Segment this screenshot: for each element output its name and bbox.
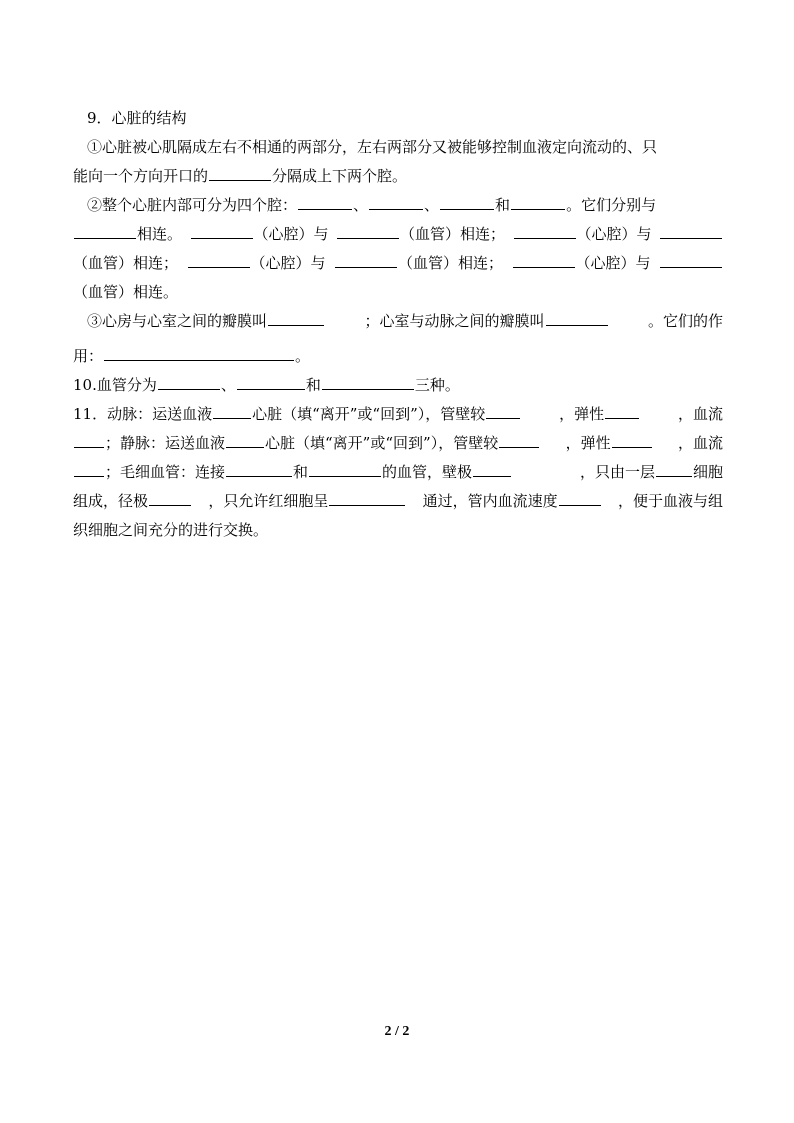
q9-p2-text-a: ②整个心脏内部可分为四个腔：	[87, 196, 298, 214]
q9-p2-xinqiang-3: （心腔）与	[250, 254, 326, 272]
q9-p2-xueguan-1: （血管）相连；	[400, 225, 506, 243]
blank-vessel-4[interactable]	[660, 252, 722, 268]
q9-p2-xinqiang-1: （心腔）与	[253, 225, 329, 243]
blank-chamber-1[interactable]	[298, 194, 352, 210]
q11-text-3e: 细胞	[692, 463, 723, 481]
blank-vessel-type-1[interactable]	[158, 374, 220, 390]
q9-p1-text-1: ①心脏被心肌隔成左右不相通的两部分，左右两部分又被能够控制血液定向流动的、只	[87, 138, 658, 156]
blank-rbc-arrangement[interactable]	[329, 490, 405, 506]
q11-text-1c: ，弹性	[559, 405, 605, 423]
blank-chamber-2[interactable]	[369, 194, 423, 210]
q9-p1-text-2b: 分隔成上下两个腔。	[272, 167, 408, 185]
blank-capillary-connect-1[interactable]	[226, 461, 292, 477]
q9-p1-text-2a: 能向一个方向开口的	[73, 167, 209, 185]
q11-text-2d: ，血流	[677, 434, 723, 452]
q11-text-1b: 心脏（填“离开”或“回到”），管壁较	[252, 405, 486, 423]
question-10	[73, 371, 723, 400]
q9-p3-text-b: ；心室与动脉之间的瓣膜叫	[364, 312, 545, 330]
q9-p3-text-e: 。	[295, 347, 311, 365]
q9-p2-sep-1: 、	[353, 196, 369, 214]
blank-connect-1[interactable]	[74, 223, 136, 239]
q11-line-3	[73, 458, 723, 487]
blank-valve-function[interactable]	[104, 345, 294, 361]
q9-p2-line-3	[73, 249, 723, 278]
blank-cavity-3[interactable]	[188, 252, 250, 268]
q9-p3-text-a: ③心房与心室之间的瓣膜叫	[87, 312, 268, 330]
q9-p2-line-1	[73, 191, 723, 220]
q9-p2-xueguan-3: （血管）相连；	[398, 254, 504, 272]
q11-text-2a: ；静脉：运送血液	[105, 434, 226, 452]
blank-cavity-1[interactable]	[191, 223, 253, 239]
q9-p2-line-2	[73, 220, 723, 249]
blank-chamber-3[interactable]	[440, 194, 494, 210]
q11-text-5: 织细胞之间充分的进行交换。	[73, 521, 269, 539]
blank-vessel-3[interactable]	[335, 252, 397, 268]
q10-text-b: 三种。	[414, 376, 460, 394]
worksheet-content	[73, 104, 723, 545]
q11-text-3b: 和	[293, 463, 309, 481]
blank-capillary-wall[interactable]	[473, 461, 511, 477]
blank-capillary-diameter[interactable]	[149, 490, 191, 506]
blank-vessel-type-2[interactable]	[237, 374, 305, 390]
blank-vessel-type-3[interactable]	[322, 374, 414, 390]
blank-av-valve[interactable]	[268, 310, 324, 326]
blank-vein-flow[interactable]	[74, 461, 104, 477]
q9-p3-text-c: 。它们的作	[647, 312, 723, 330]
q11-text-4c: 通过，管内血流速度	[422, 492, 558, 510]
q9-p3-line-1	[73, 307, 723, 336]
blank-vein-direction[interactable]	[226, 432, 264, 448]
q11-text-4d: ，便于血液与组	[617, 492, 723, 510]
q11-line-5	[73, 516, 723, 545]
blank-valve[interactable]	[209, 165, 271, 181]
q9-p2-text-b: 。它们分别与	[566, 196, 657, 214]
q11-text-1a: 11．动脉：运送血液	[73, 405, 213, 423]
blank-arterial-valve[interactable]	[546, 310, 608, 326]
q9-p2-he: 和	[495, 196, 511, 214]
q9-p3-text-d: 用：	[73, 347, 104, 365]
q10-he: 和	[305, 376, 321, 394]
blank-artery-wall[interactable]	[486, 403, 520, 419]
q9-p1-line-1	[73, 133, 723, 162]
blank-artery-flow[interactable]	[74, 432, 104, 448]
q9-p1-line-2	[73, 162, 723, 191]
question-9-title	[73, 104, 723, 133]
q9-p2-xianglian: 相连。	[137, 225, 183, 243]
blank-cavity-4[interactable]	[513, 252, 575, 268]
q9-p2-xinqiang-4: （心腔）与	[575, 254, 651, 272]
q11-line-1	[73, 400, 723, 429]
q9-p2-sep-2: 、	[424, 196, 440, 214]
blank-artery-elasticity[interactable]	[605, 403, 639, 419]
q11-text-3d: ，只由一层	[579, 463, 655, 481]
blank-capillary-connect-2[interactable]	[309, 461, 381, 477]
blank-vein-wall[interactable]	[499, 432, 539, 448]
q11-text-3a: ；毛细血管：连接	[105, 463, 226, 481]
blank-vessel-1[interactable]	[337, 223, 399, 239]
q11-text-3c: 的血管，壁极	[382, 463, 473, 481]
q11-text-2b: 心脏（填“离开”或“回到”），管壁较	[265, 434, 499, 452]
blank-vessel-2[interactable]	[660, 223, 722, 239]
page-number: 2 / 2	[384, 1024, 410, 1039]
blank-artery-direction[interactable]	[213, 403, 251, 419]
blank-chamber-4[interactable]	[511, 194, 565, 210]
blank-cavity-2[interactable]	[514, 223, 576, 239]
blank-vein-elasticity[interactable]	[612, 432, 652, 448]
q11-text-4b: ，只允许红细胞呈	[208, 492, 329, 510]
q11-text-4a: 组成，径极	[73, 492, 149, 510]
q9-p2-line-4	[73, 278, 723, 307]
q9-p2-xueguan-end: （血管）相连。	[73, 283, 179, 301]
q9-p2-xueguan-2: （血管）相连；	[73, 254, 179, 272]
blank-capillary-cell[interactable]	[656, 461, 692, 477]
q11-text-1d: ，血流	[677, 405, 723, 423]
q10-sep: 、	[220, 376, 236, 394]
q9-title-text: 9．心脏的结构	[87, 109, 187, 127]
q11-line-4	[73, 487, 723, 516]
blank-capillary-speed[interactable]	[559, 490, 601, 506]
q9-p3-line-2	[73, 342, 723, 371]
q10-text-a: 10.血管分为	[73, 376, 157, 394]
q11-text-2c: ，弹性	[565, 434, 611, 452]
q9-p2-xinqiang-2: （心腔）与	[576, 225, 652, 243]
q11-line-2	[73, 429, 723, 458]
